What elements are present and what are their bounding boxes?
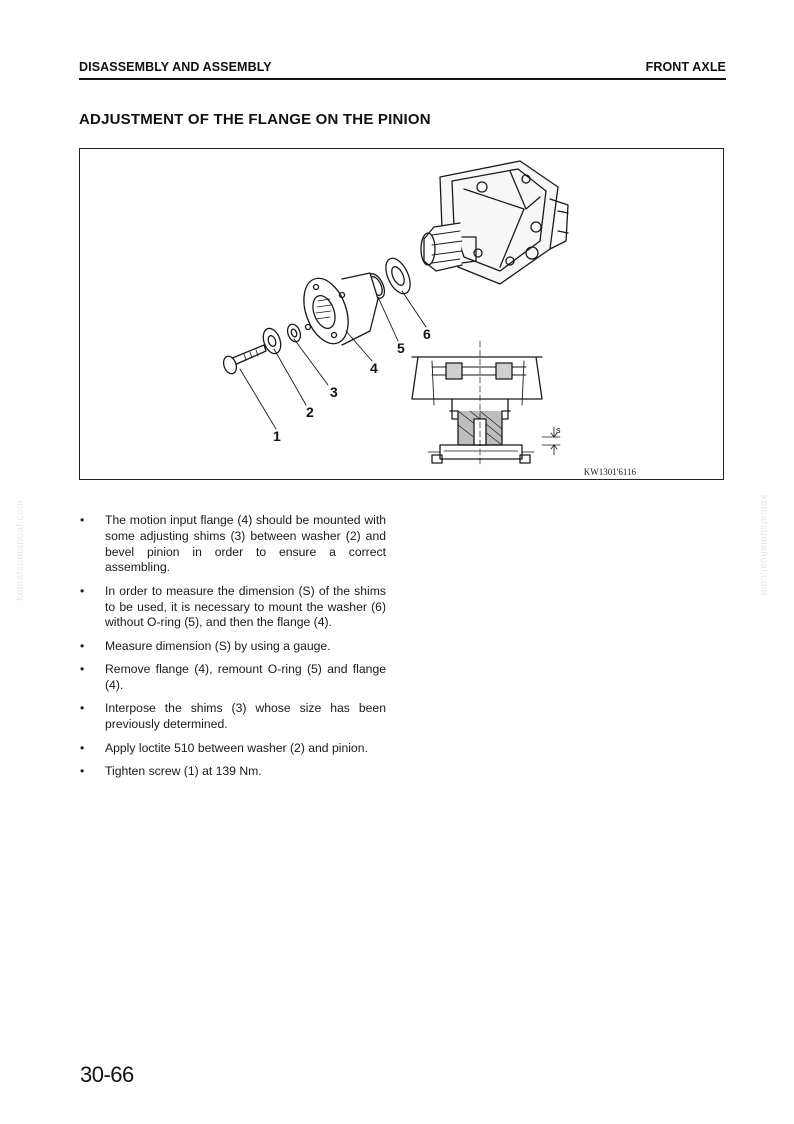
exploded-view-figure [79,148,724,480]
list-item: • In order to measure the dimension (S) of the shims to be used, it is necessary to mount the washer (6) without O-ring (5), and then the flange (4). [80,584,386,631]
list-item: • Apply loctite 510 between washer (2) and pinion. [80,741,386,757]
shim-3 [285,322,302,343]
callout-3: 3 [330,384,338,400]
list-item: • Remove flange (4), remount O-ring (5) and flange (4). [80,662,386,694]
list-item: • Measure dimension (S) by using a gauge. [80,639,386,655]
list-item: • The motion input flange (4) should be mounted with some adjusting shims (3) between washer (2) and bevel pinion in order to ensure a correct assembling. [80,513,386,576]
washer-6 [381,255,415,298]
instruction-list [80,513,386,787]
dimension-label-s: s [556,425,561,435]
page-header [79,58,726,80]
list-item: • Interpose the shims (3) whose size has been previously determined. [80,701,386,733]
page-number: 30-66 [80,1062,134,1087]
flange-4 [296,272,378,350]
callout-6: 6 [423,326,431,342]
watermark-left: komatsumanual.com [15,500,26,601]
watermark-right: komatsumanual.com [758,495,769,596]
screw-1 [221,345,266,376]
figure-code: KW1301'6116 [583,467,636,477]
section-view [412,341,560,467]
callout-5: 5 [397,340,405,356]
list-item: • Tighten screw (1) at 139 Nm. [80,764,386,780]
section-title: DISASSEMBLY AND ASSEMBLY [79,60,272,74]
page-title: ADJUSTMENT OF THE FLANGE ON THE PINION [79,111,431,128]
callout-2: 2 [306,404,314,420]
callout-4: 4 [370,360,378,376]
callout-1: 1 [273,428,281,444]
flange-pinion-drawing [80,149,725,481]
chapter-title: FRONT AXLE [645,60,726,74]
differential-housing [421,161,568,284]
